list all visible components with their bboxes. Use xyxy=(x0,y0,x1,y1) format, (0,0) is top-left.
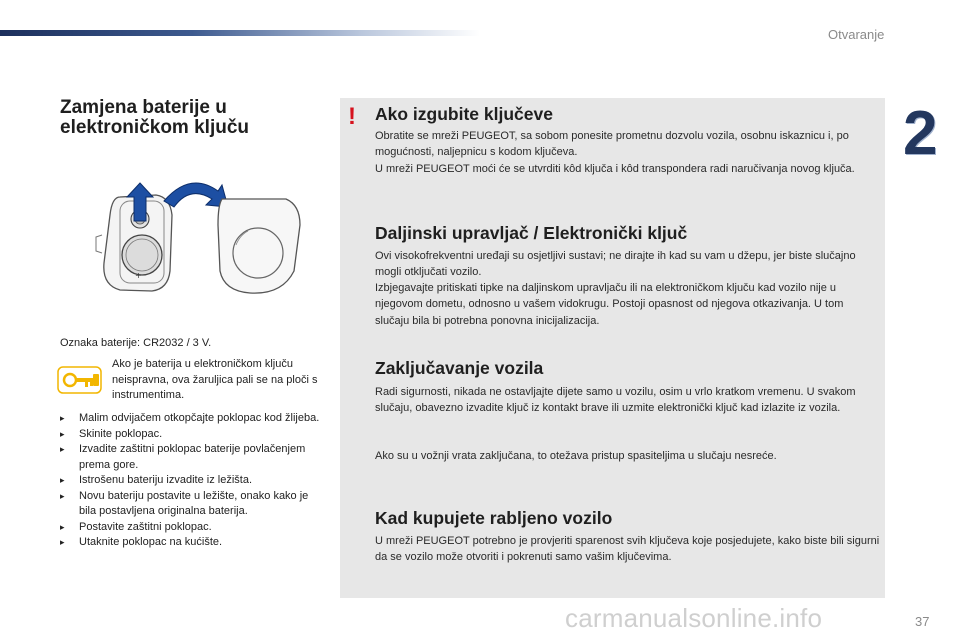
step-text: Izvadite zaštitni poklopac baterije povlačenjem prema gore. xyxy=(79,443,306,471)
arrow-bullet-icon: ▸ xyxy=(60,413,65,423)
heading-locking: Zaključavanje vozila xyxy=(375,358,544,378)
steps-list xyxy=(60,411,322,551)
key-battery-warning-icon xyxy=(57,366,102,394)
left-title xyxy=(60,98,310,138)
chapter-number: 2 xyxy=(903,99,938,168)
arrow-bullet-icon: ▸ xyxy=(60,537,65,547)
list-item xyxy=(60,427,322,443)
list-item xyxy=(60,535,322,551)
remote-paragraph-1: Ovi visokofrekventni uređaji su osjetljivi sustavi; ne dirajte ih kad su vam u džepu, jer biste slučajno mogli otključati vozilo. xyxy=(375,250,856,279)
step-text: Skinite poklopac. xyxy=(79,427,163,440)
arrow-bullet-icon: ▸ xyxy=(60,490,65,501)
lost-keys-paragraph-1: Obratite se mreži PEUGEOT, sa sobom ponesite prometnu dozvolu vozila, osobnu iskaznicu i, po mogućnosti, naljepnicu s kodom ključeva. xyxy=(375,130,849,159)
list-item xyxy=(60,489,322,520)
list-item xyxy=(60,520,322,536)
list-item xyxy=(60,411,322,427)
step-text: Malim odvijačem otkopčajte poklopac kod žlijeba. xyxy=(79,412,320,424)
heading-lost-keys-text: Ako izgubite ključeve xyxy=(375,104,553,124)
left-title-line2: elektroničkom ključu xyxy=(60,117,250,138)
warning-lamp-text: Ako je baterija u elektroničkom ključu neispravna, ova žaruljica pali se na ploči s instrumentima. xyxy=(112,358,318,401)
key-battery-illustration xyxy=(90,175,330,300)
header-gradient-bar xyxy=(0,30,480,36)
heading-used-vehicle: Kad kupujete rabljeno vozilo xyxy=(375,508,613,528)
lost-keys-paragraph-2: U mreži PEUGEOT moći će se utvrditi kôd ključa i kôd transpondera radi naručivanja novog ključa. xyxy=(375,163,855,175)
list-item xyxy=(60,473,322,489)
step-text: Novu bateriju postavite u ležište, onako kako je bila postavljena originalna baterija. xyxy=(79,489,309,517)
watermark: carmanualsonline.info xyxy=(565,603,823,633)
svg-text:+: + xyxy=(135,271,142,280)
left-title-line1: Zamjena baterije u xyxy=(60,97,227,118)
step-text: Postavite zaštitni poklopac. xyxy=(79,520,212,533)
arrow-bullet-icon: ▸ xyxy=(60,428,65,439)
list-item xyxy=(60,442,322,473)
used-vehicle-paragraph: U mreži PEUGEOT potrebno je provjeriti sparenost svih ključeva koje posjedujete, kako biste bili sigurni da se vozilo može otvoriti i pokrenuti samo vašim ključevima. xyxy=(375,535,880,564)
battery-type-label: Oznaka baterije: CR2032 / 3 V. xyxy=(60,337,212,349)
step-text: Utaknite poklopac na kućište. xyxy=(79,536,223,548)
remote-paragraph-2: Izbjegavajte pritiskati tipke na daljinskom upravljaču ili na elektroničkom ključu kad vozilo nije u njegovom dometu, odnosno u vašem vidokrugu. Postoji opasnost od njegova otkazivanja. U tom slučaju bila bi potrebna ponovna inicijalizacija. xyxy=(375,282,844,327)
heading-remote-control: Daljinski upravljač / Elektronički ključ xyxy=(375,223,688,243)
arrow-bullet-icon: ▸ xyxy=(60,521,65,532)
arrow-bullet-icon: ▸ xyxy=(60,475,65,485)
section-name: Otvaranje xyxy=(828,27,885,42)
step-text: Istrošenu bateriju izvadite iz ležišta. xyxy=(79,474,253,486)
locking-paragraph-1: Radi sigurnosti, nikada ne ostavljajte dijete samo u vozilu, osim u vrlo kratkom vremenu. U svakom slučaju, obavezno izvadite ključ iz kontakt brave ili uzmite elektronički ključ kad izlazite iz vozila. xyxy=(375,386,856,415)
page-number: 37 xyxy=(915,614,930,629)
arrow-bullet-icon: ▸ xyxy=(60,444,65,454)
locking-paragraph-2: Ako su u vožnji vrata zaključana, to otežava pristup spasiteljima u slučaju nesreće. xyxy=(375,450,777,462)
exclamation-icon: ! xyxy=(348,103,356,130)
